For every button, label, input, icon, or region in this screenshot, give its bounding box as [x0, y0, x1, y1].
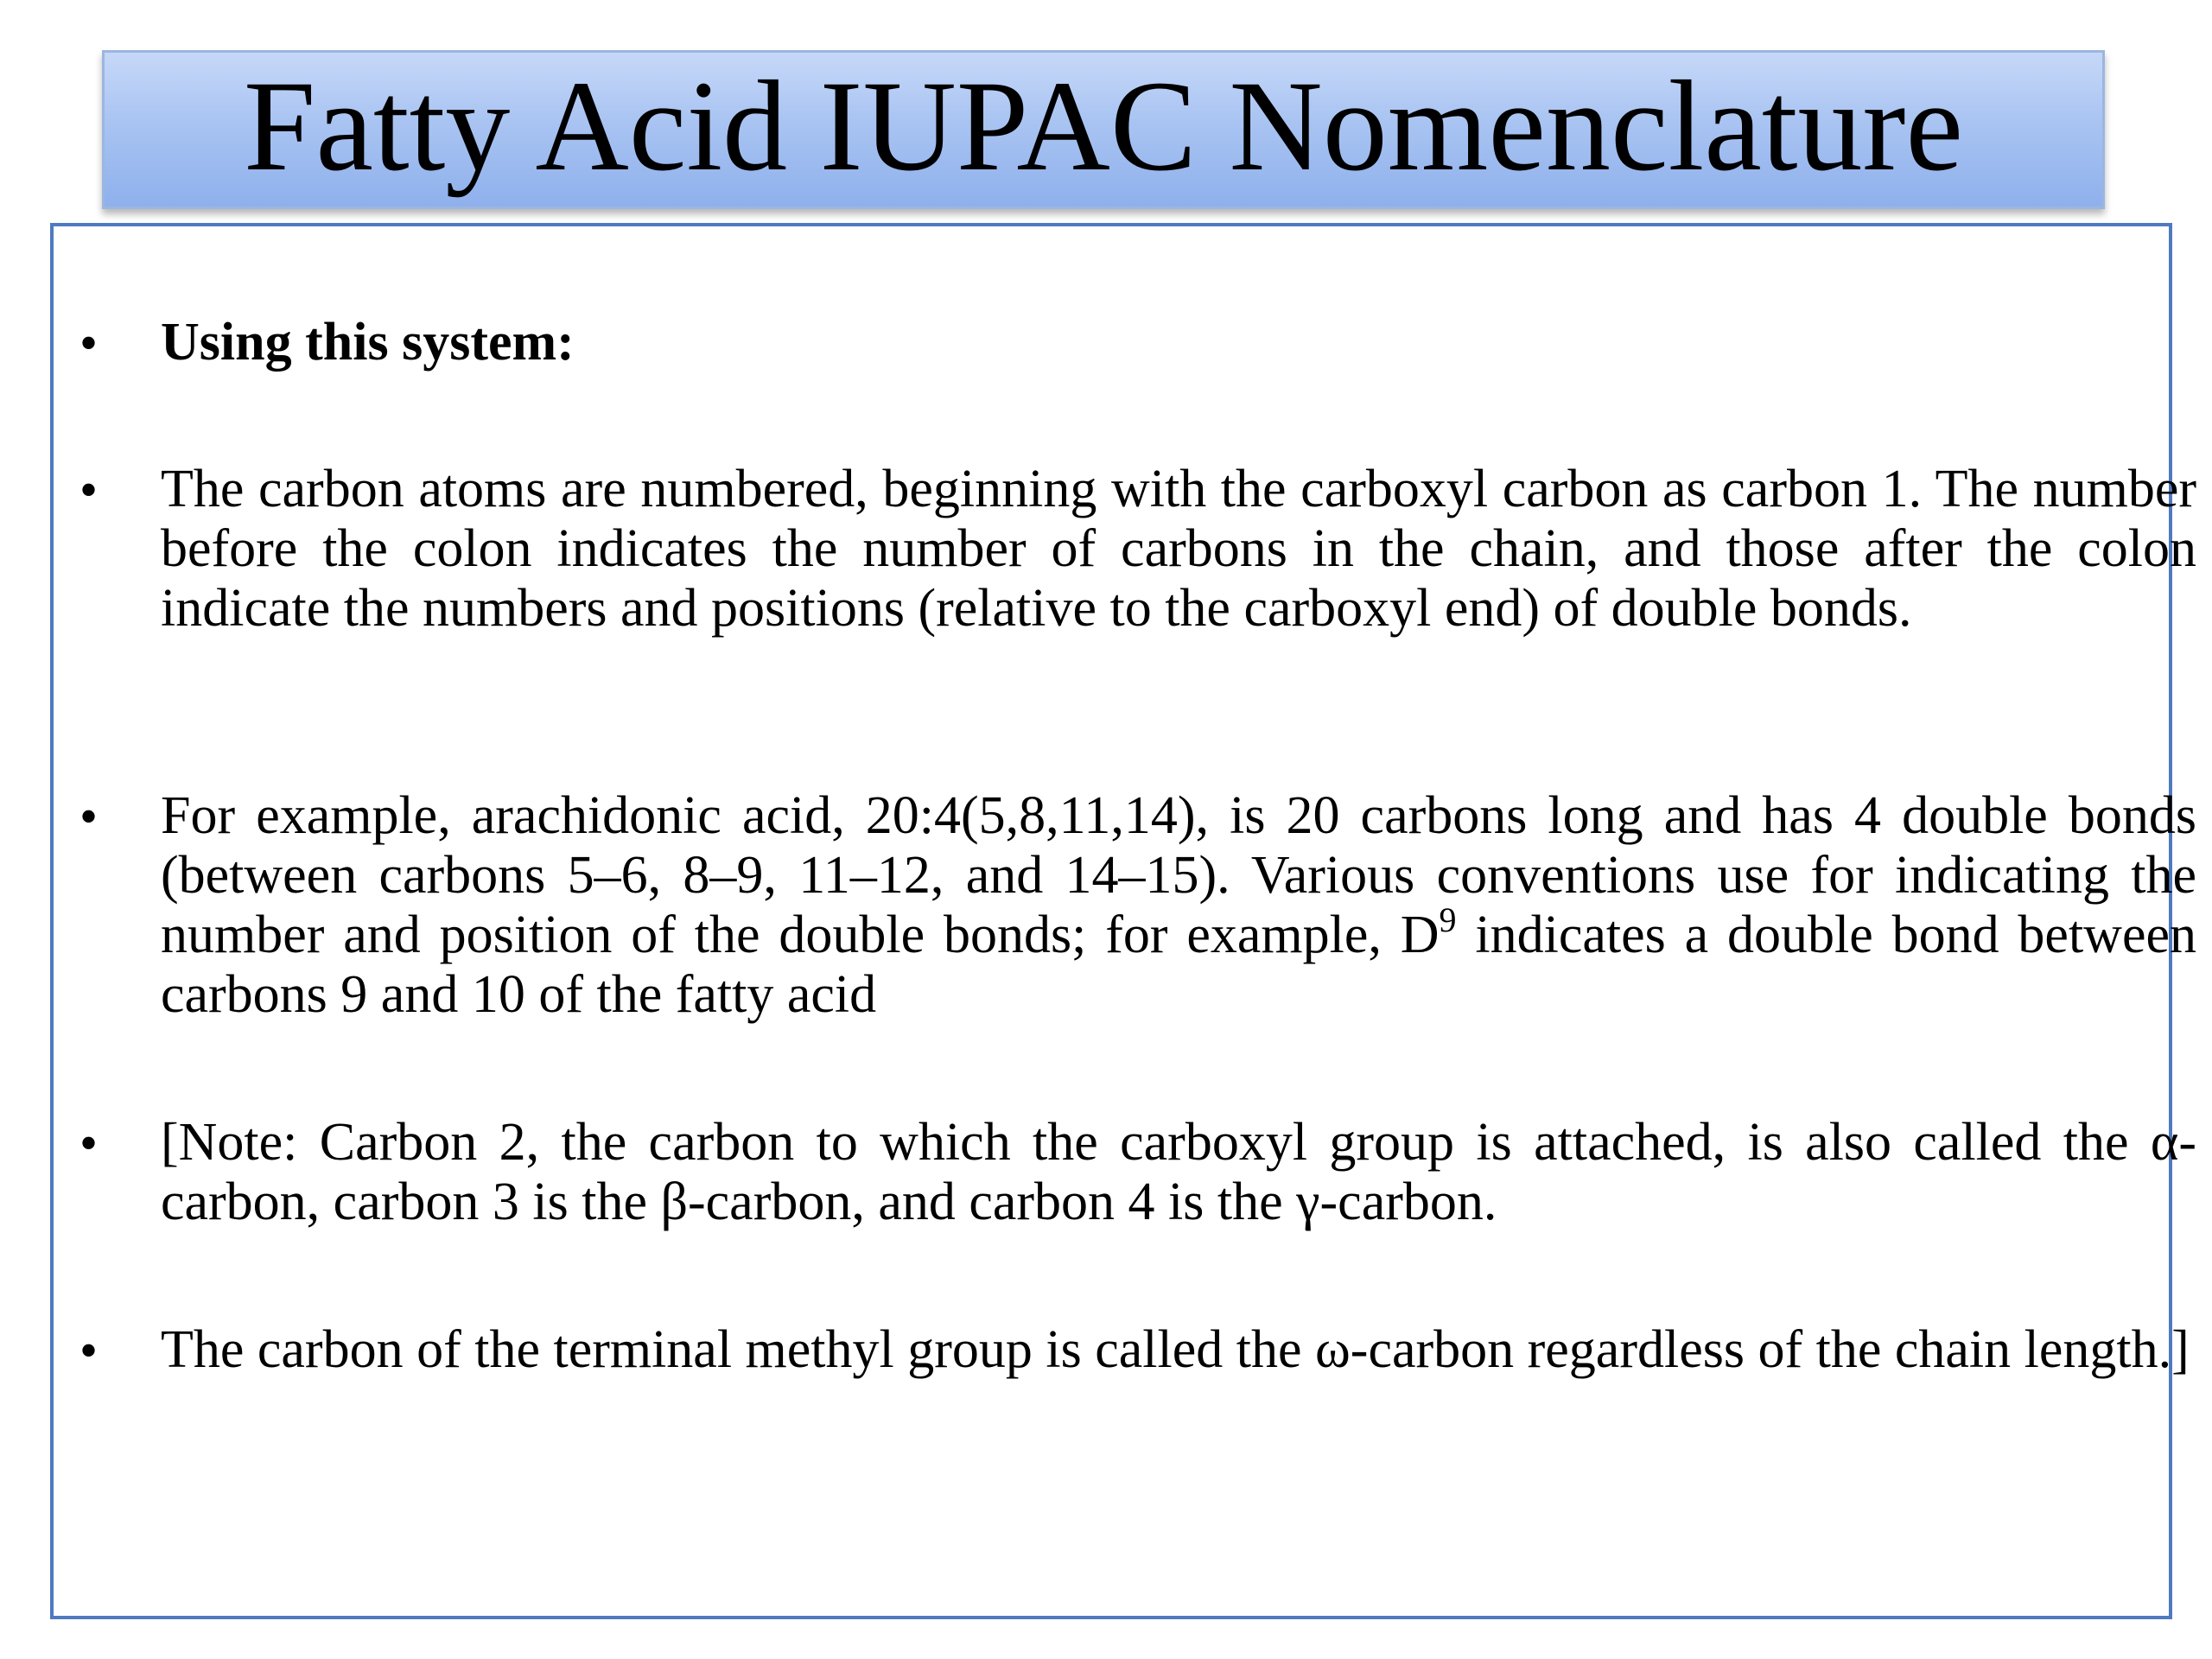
bullet-text-before: For example, arachidonic acid, 20:4(5,8,11,14), is 20 carbons long and has 4 double bonds (between carbons 5–6, 8–9, 11–12, and 14–15). Various conventions use for indicating the number and position of the double bonds; for example, D [161, 786, 2196, 964]
bullet-dot-icon: • [79, 315, 99, 372]
bullet-dot-icon: • [79, 788, 99, 845]
bullet-dot-icon: • [79, 461, 99, 518]
bullet-dot-icon: • [79, 1322, 99, 1379]
content-panel [50, 223, 2196, 1619]
bullet-text: The carbon atoms are numbered, beginning with the carboxyl carbon as carbon 1. The number before the colon indicates the number of carbons in the chain, and those after the colon indicate the numbers and positions (relative to the carboxyl end) of double bonds. [161, 460, 2196, 638]
bullet-text: Using this system: [161, 313, 575, 372]
slide-title-banner [102, 50, 2105, 209]
bullet-text: The carbon of the terminal methyl group is called the ω-carbon regardless of the chain length.] [161, 1320, 2190, 1379]
slide-title: Fatty Acid IUPAC Nomenclature [243, 54, 1964, 198]
superscript-nine: 9 [1439, 900, 1457, 939]
bullet-dot-icon: • [79, 1115, 99, 1172]
bullet-text: [Note: Carbon 2, the carbon to which the carboxyl group is attached, is also called the α-carbon, carbon 3 is the β-carbon, and carbon 4 is the γ-carbon. [161, 1113, 2196, 1231]
bullet-text [161, 786, 2196, 1025]
bullet-text-after: indicates a double bond between carbons 9 and 10 of the fatty acid [161, 906, 2196, 1024]
